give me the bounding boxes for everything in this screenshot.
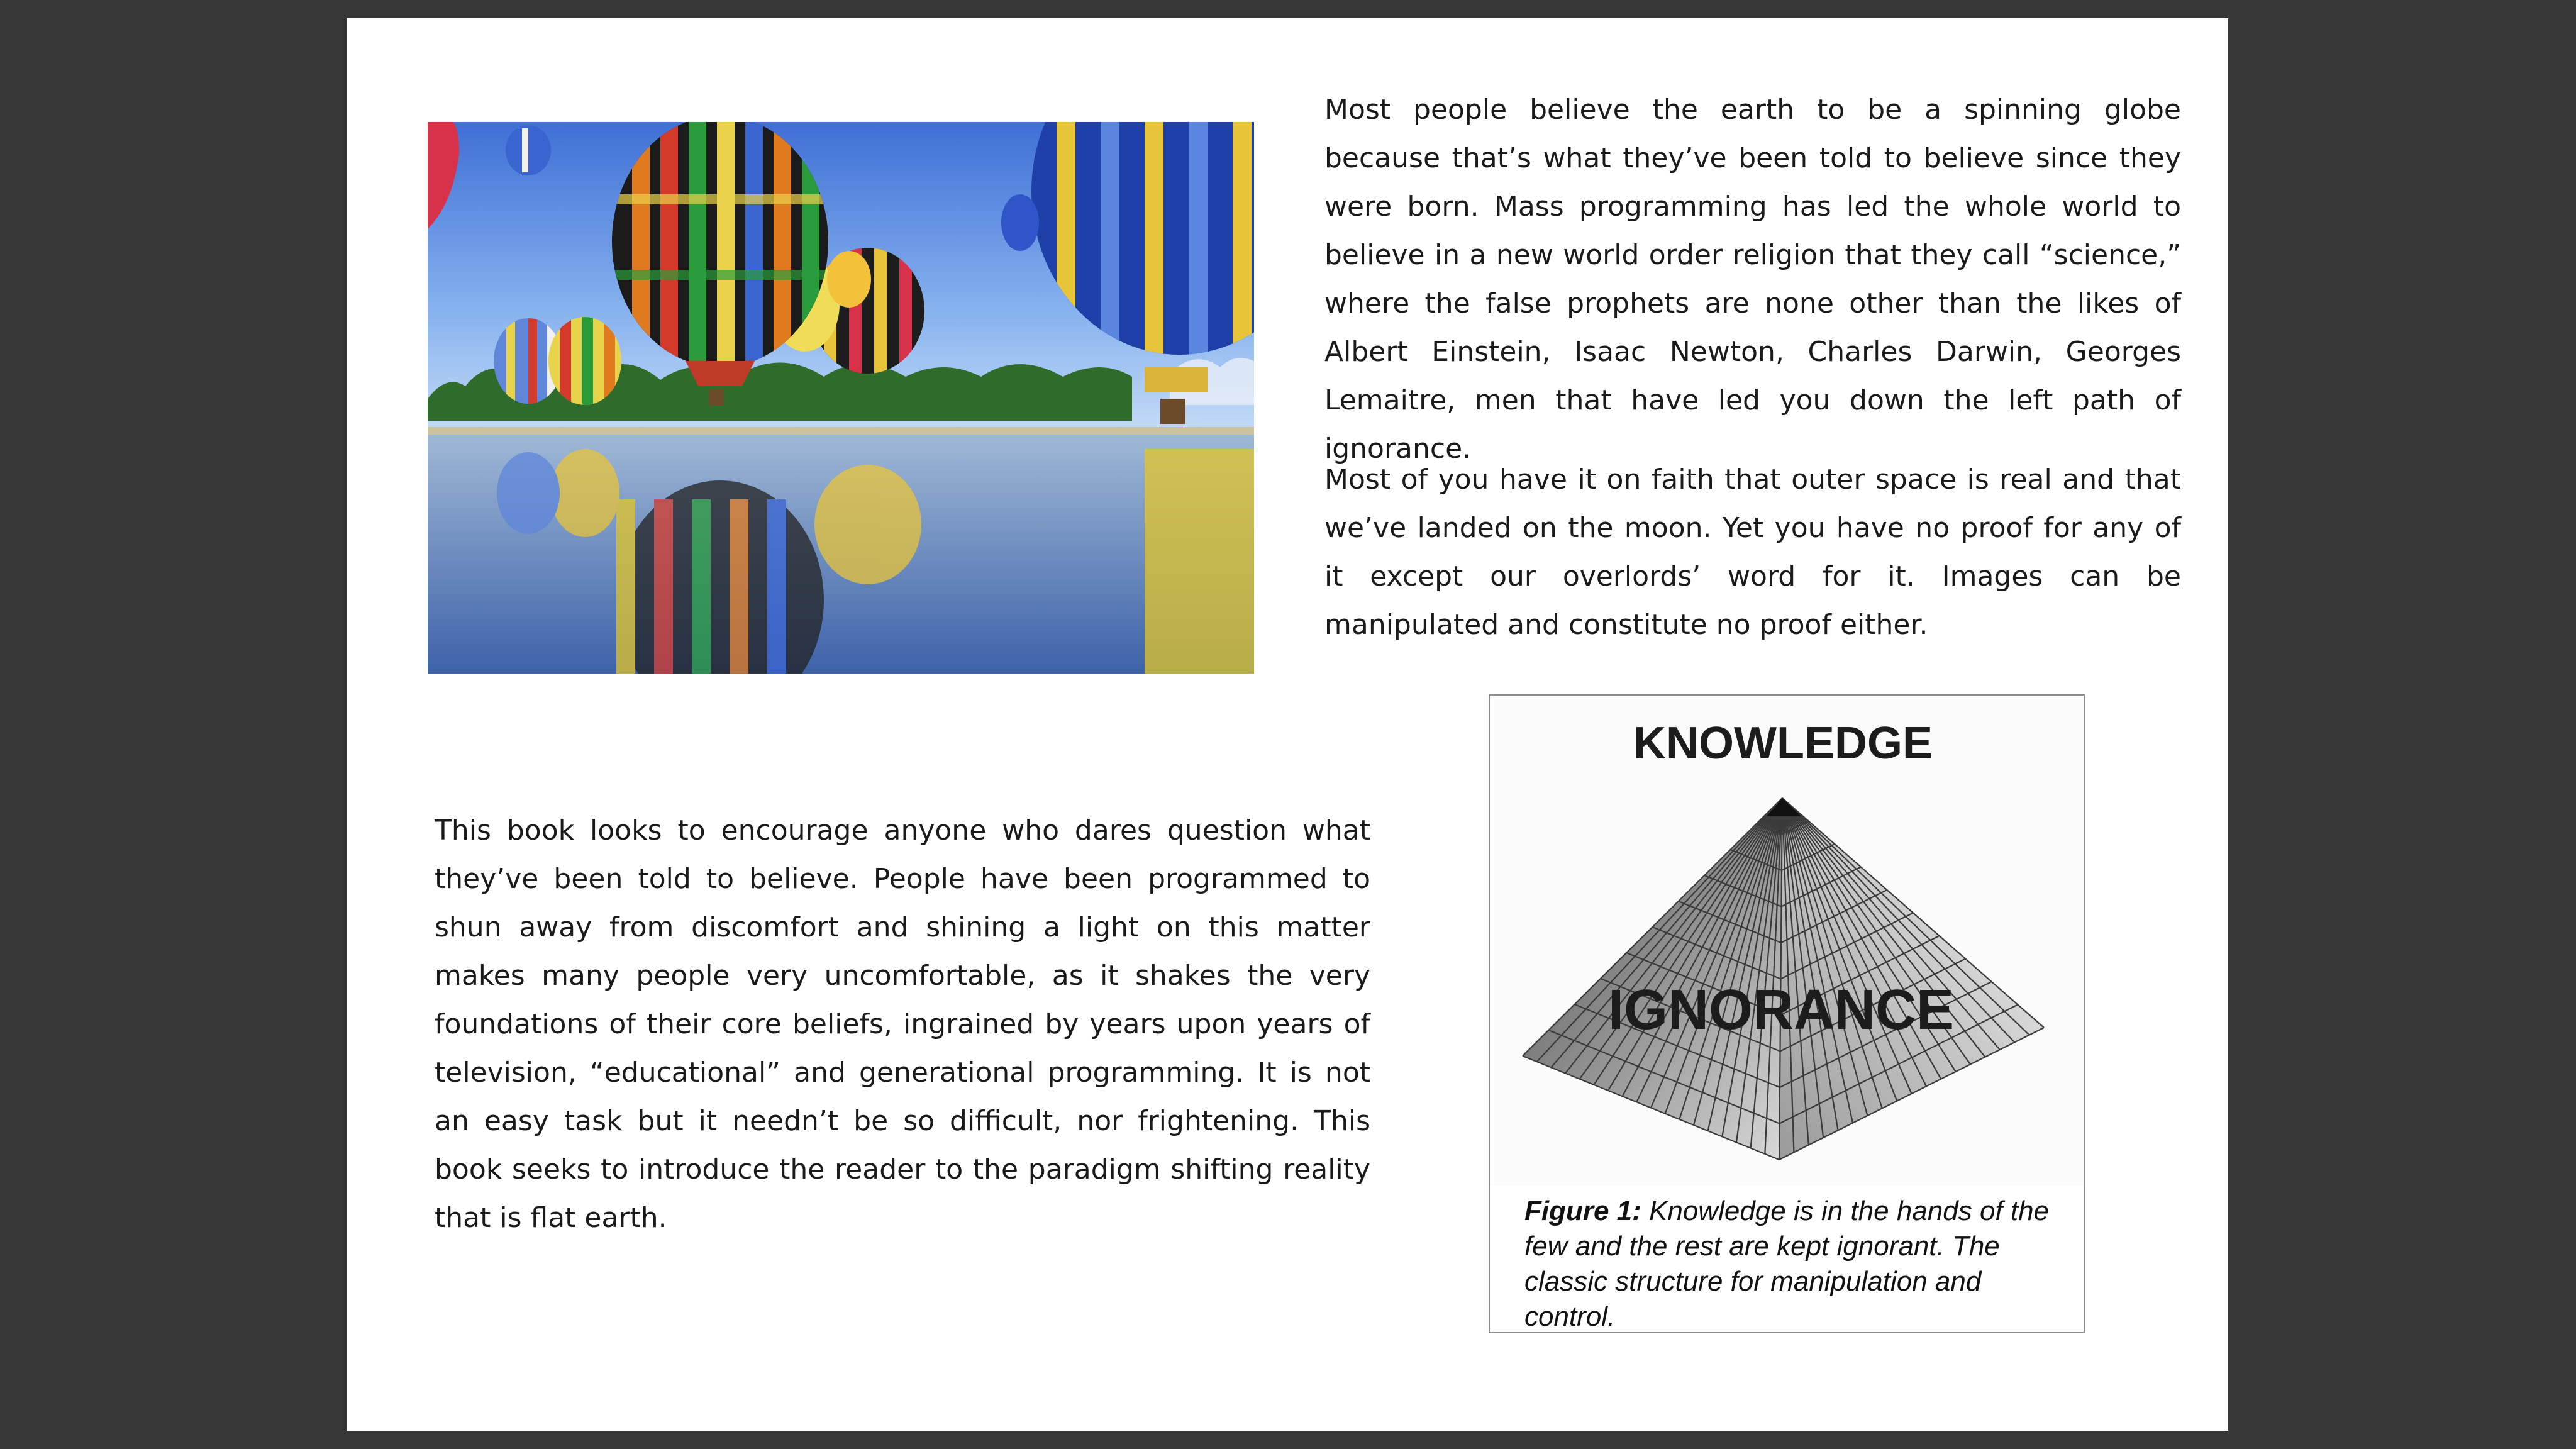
paragraph-2: Most of you have it on faith that outer space is real and that we’ve landed on the moon. Yet you have no proof for any of it except our overlords’ word for it. Images can be manipulated and constitute no proof either.: [1324, 464, 2181, 641]
hot-air-balloons-photo: [428, 122, 1254, 674]
paragraph-3: This book looks to encourage anyone who dares question what they’ve been told to believe. People have been programmed to shun away from discomfort and shining a light on this matter makes many people very uncomfortable, as it shakes the very foundations of their core beliefs, ingrained by years upon years of television, “educational” and generational programming. It is not an easy task but it needn’t be so difficult, nor frightening. This book seeks to introduce the reader to the paradigm shifting reality that is flat earth.: [435, 814, 1370, 1234]
figure-caption-prefix: Figure 1:: [1524, 1196, 1641, 1226]
pyramid-diagram: [1490, 696, 2084, 1186]
knowledge-label: KNOWLEDGE: [1633, 718, 1933, 769]
document-page: [347, 18, 2228, 1431]
paragraph-1: Most people believe the earth to be a spinning globe because that’s what they’ve been told to believe since they were born. Mass programming has led the whole world to believe in a new world order religion that they call “science,” where the false prophets are none other than the likes of Albert Einstein, Isaac Newton, Charles Darwin, Georges Lemaitre, men that have led you down the left path of ignorance.: [1324, 94, 2181, 465]
figure-caption-text: Knowledge is in the hands of the few and the rest are kept ignorant. The classic structure for manipulation and control.: [1524, 1196, 2050, 1332]
knowledge-pyramid-figure: [1489, 694, 2085, 1333]
ignorance-label: IGNORANCE: [1607, 979, 1955, 1041]
figure-caption: [1524, 1194, 2078, 1335]
